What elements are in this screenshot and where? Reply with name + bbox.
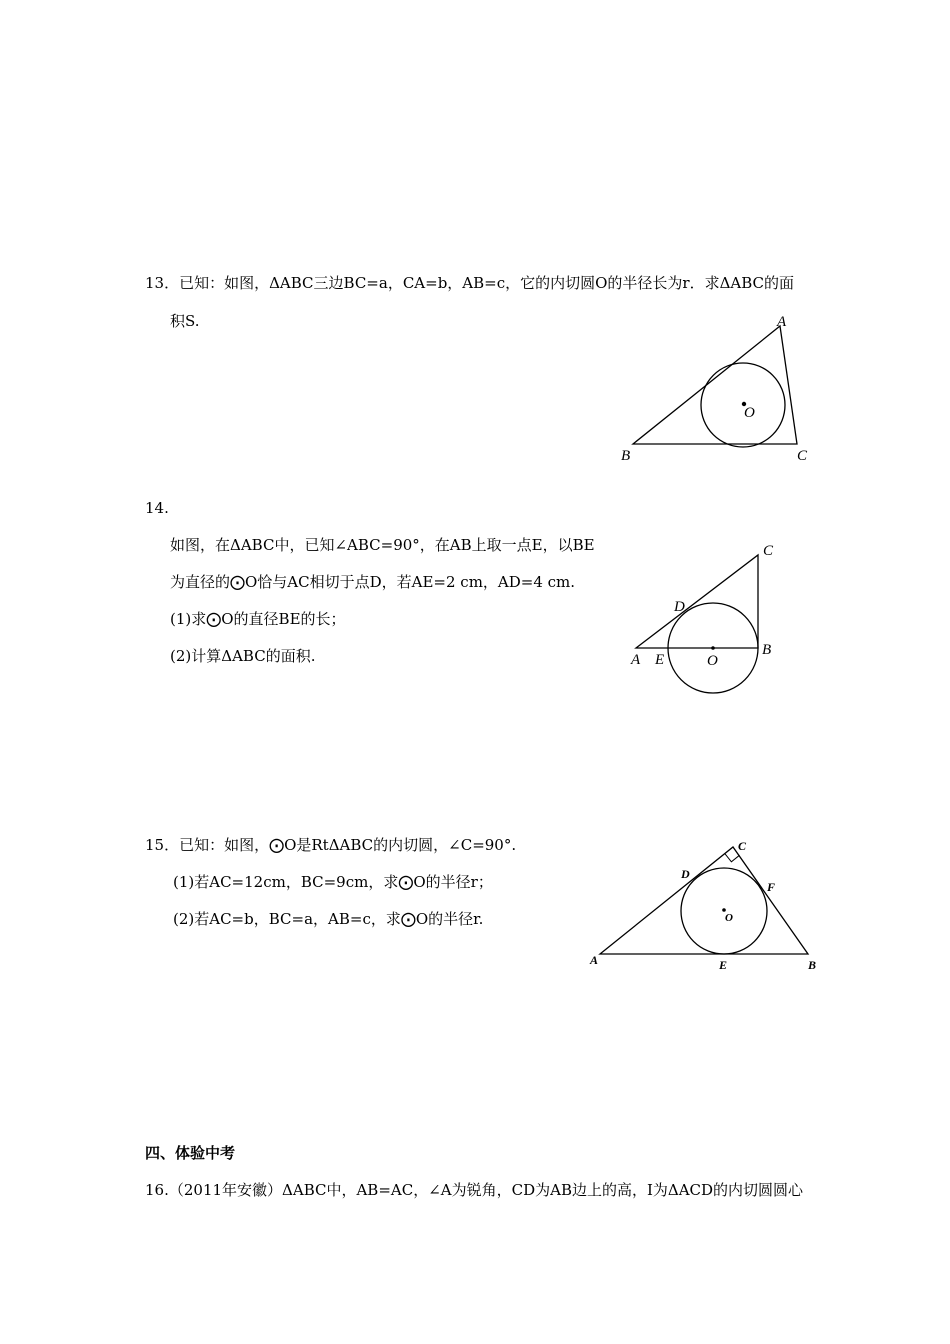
label-d: D	[681, 867, 690, 881]
label-o: O	[725, 912, 733, 924]
label-c: C	[763, 543, 774, 559]
label-a: A	[777, 314, 787, 330]
triangle-abc	[636, 555, 758, 648]
label-o: O	[744, 405, 755, 421]
label-e: E	[655, 652, 665, 668]
problem-15-line-1: 15．已知：如图，⨀O是RtΔABC的内切圆，∠C=90°.	[145, 836, 517, 854]
label-c: C	[738, 839, 747, 853]
label-a: A	[590, 953, 599, 967]
label-b: B	[808, 958, 817, 972]
label-c: C	[797, 448, 808, 464]
right-angle-mark	[725, 854, 740, 862]
problem-15-line-2: (1)若AC=12cm，BC=9cm，求⨀O的半径r；	[173, 873, 493, 891]
problem-14-line-3: (1)求⨀O的直径BE的长；	[170, 610, 346, 628]
label-a: A	[631, 652, 641, 668]
label-e: E	[719, 958, 728, 972]
triangle-abc	[633, 326, 797, 444]
label-o: O	[707, 653, 718, 669]
problem-14-line-2: 为直径的⨀O恰与AC相切于点D，若AE=2 cm，AD=4 cm.	[170, 573, 576, 591]
problem-16-line-1: 16.（2011年安徽）ΔABC中，AB=AC，∠A为锐角，CD为AB边上的高，I为ΔACD的内切圆圆心	[145, 1181, 804, 1199]
triangle-abc	[600, 847, 808, 954]
figure-14-right-triangle-circle	[620, 535, 790, 705]
figure-13-triangle-incircle	[615, 310, 815, 470]
problem-14-line-4: (2)计算ΔABC的面积.	[170, 647, 316, 665]
problem-14-number: 14.	[145, 499, 169, 517]
problem-14-line-1: 如图，在ΔABC中，已知∠ABC=90°，在AB上取一点E，以BE	[170, 536, 595, 554]
problem-15-line-3: (2)若AC=b，BC=a，AB=c，求⨀O的半径r.	[173, 910, 484, 928]
label-f: F	[767, 880, 776, 894]
center-dot	[711, 646, 715, 650]
problem-13-line-2: 积S.	[170, 312, 200, 330]
figure-15-right-triangle-incircle	[585, 835, 825, 975]
label-d: D	[674, 599, 685, 615]
problem-13-line-1: 13．已知：如图，ΔABC三边BC=a，CA=b，AB=c，它的内切圆O的半径长为r．求ΔABC的面	[145, 274, 795, 292]
section-heading: 四、体验中考	[145, 1144, 236, 1162]
label-b: B	[762, 642, 772, 658]
label-b: B	[621, 448, 631, 464]
